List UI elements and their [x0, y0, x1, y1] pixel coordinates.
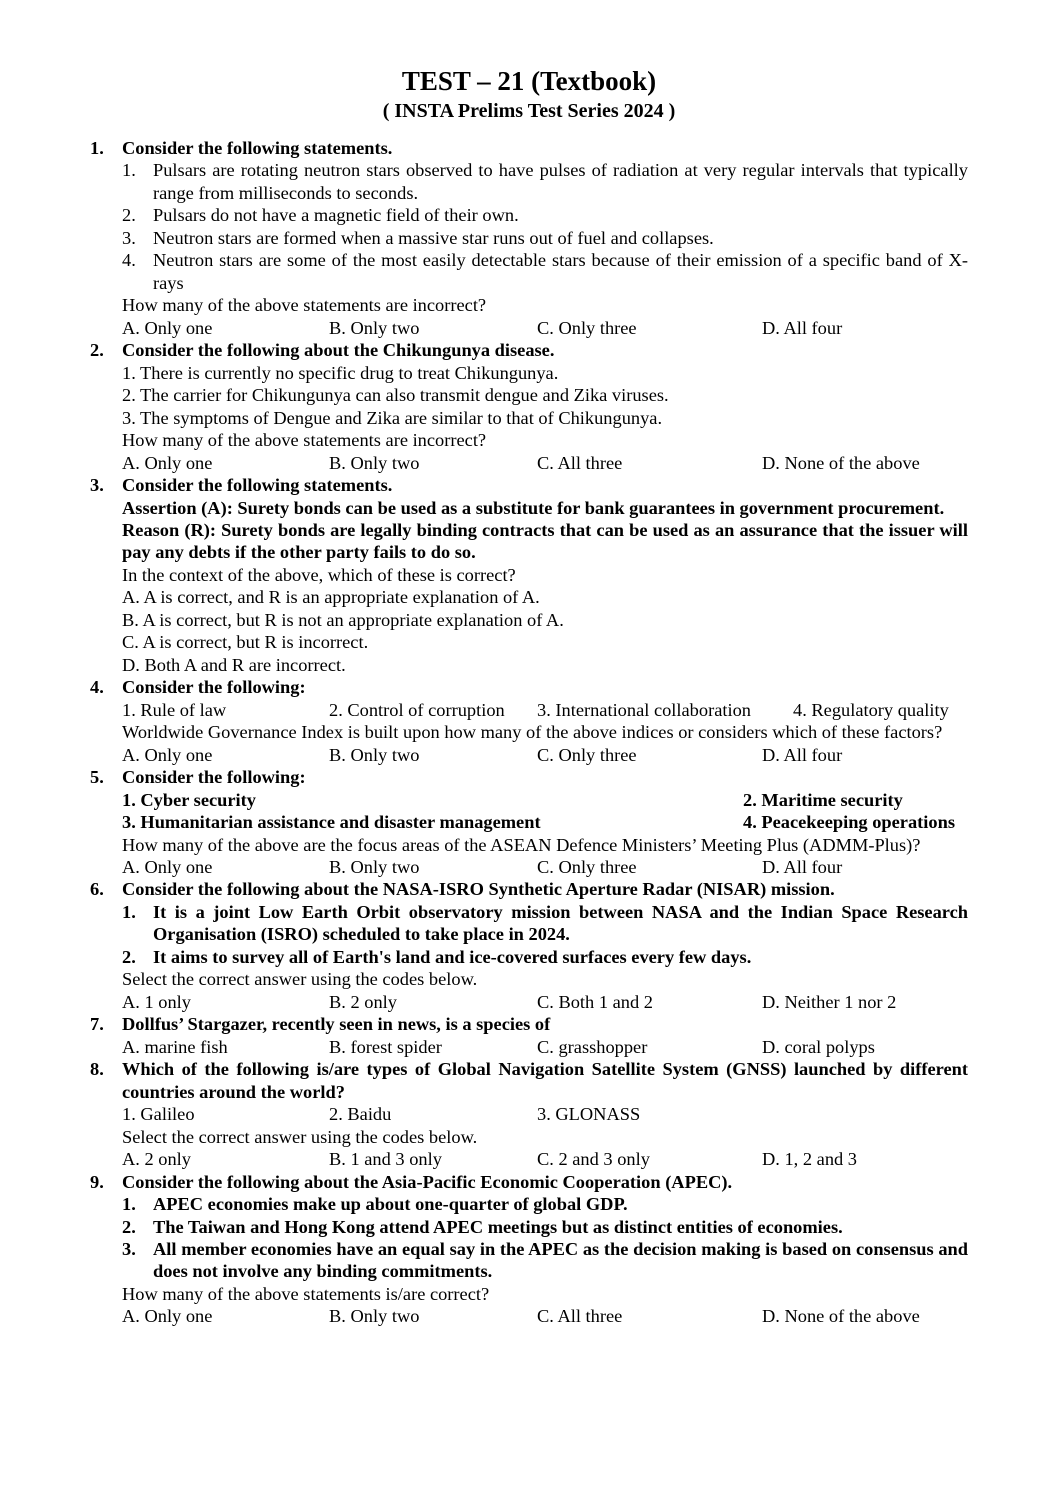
statement-item	[122, 1193, 968, 1215]
question-text: How many of the above statements is/are correct?	[122, 1283, 490, 1304]
answer-options	[122, 991, 968, 1013]
question-text: B. A is correct, but R is not an appropriate explanation of A.	[122, 609, 564, 630]
question-text: In the context of the above, which of these is correct?	[122, 564, 516, 585]
answer-option: D. 1, 2 and 3	[762, 1149, 858, 1170]
row-item: 4. Regulatory quality	[793, 699, 949, 720]
answer-option: D. All four	[762, 857, 843, 877]
statement-text: APEC economies make up about one-quarter of global GDP.	[153, 1194, 628, 1215]
question-stem: Which of the following is/are types of Global Navigation Satellite System (GNSS) launched by different countries around the world?	[122, 1059, 968, 1102]
statement-number: 2.	[122, 946, 136, 967]
answer-option: C. grasshopper	[537, 1036, 648, 1057]
question-text: 1. There is currently no specific drug to treat Chikungunya.	[122, 362, 559, 383]
question-text: Select the correct answer using the codes below.	[122, 969, 478, 990]
question-2	[90, 339, 968, 474]
question-list	[90, 137, 968, 1328]
items-row	[122, 1103, 968, 1125]
row-item: 2. Maritime security	[743, 789, 903, 810]
items-row	[122, 789, 968, 811]
question-number: 7.	[90, 1014, 104, 1035]
answer-option: B. 1 and 3 only	[329, 1149, 442, 1170]
question-text: D. Both A and R are incorrect.	[122, 654, 346, 675]
row-item: 4. Peacekeeping operations	[743, 812, 955, 833]
answer-option: B. Only two	[329, 744, 420, 765]
row-item: 1. Rule of law	[122, 699, 227, 720]
answer-option: D. All four	[762, 317, 843, 338]
page-title: TEST – 21 (Textbook)	[401, 66, 657, 96]
answer-option: D. None of the above	[762, 1306, 920, 1327]
question-stem: Consider the following:	[122, 677, 306, 698]
statement-item	[122, 227, 968, 249]
answer-option: B. Only two	[329, 1306, 420, 1327]
question-stem: Dollfus’ Stargazer, recently seen in news, is a species of	[122, 1014, 551, 1035]
question-8	[90, 1058, 968, 1170]
statement-number: 1.	[122, 1194, 136, 1215]
answer-options	[122, 1036, 968, 1058]
answer-option: C. Only three	[537, 857, 637, 877]
answer-options	[122, 452, 968, 474]
question-text: A. A is correct, and R is an appropriate explanation of A.	[122, 587, 540, 608]
row-item: 1. Cyber security	[122, 789, 256, 810]
answer-option: A. Only one	[122, 317, 213, 338]
row-item: 2. Control of corruption	[329, 699, 505, 720]
answer-option: C. Both 1 and 2	[537, 991, 653, 1012]
question-7	[90, 1013, 968, 1058]
answer-options	[122, 744, 968, 766]
question-text: How many of the above statements are incorrect?	[122, 295, 487, 316]
question-6	[90, 878, 968, 1013]
question-text: 3. The symptoms of Dengue and Zika are similar to that of Chikungunya.	[122, 407, 663, 428]
question-number: 1.	[90, 138, 104, 158]
answer-option: A. Only one	[122, 452, 213, 473]
question-number: 9.	[90, 1171, 104, 1192]
question-text: Reason (R): Surety bonds are legally binding contracts that can be used as an assurance that the issuer will pay any debts if the other party fails to do so.	[122, 519, 968, 563]
answer-option: A. Only one	[122, 744, 213, 765]
question-stem: Consider the following about the Asia-Pacific Economic Cooperation (APEC).	[122, 1171, 733, 1192]
answer-option: D. None of the above	[762, 452, 920, 473]
question-1	[90, 137, 968, 339]
question-text: Select the correct answer using the codes below.	[122, 1126, 478, 1147]
answer-option: C. Only three	[537, 317, 637, 338]
statement-number: 2.	[122, 205, 136, 226]
question-stem: Consider the following statements.	[122, 475, 393, 496]
items-row	[122, 699, 968, 721]
statement-text: All member economies have an equal say in the APEC as the decision making is based on consensus and does not involve any binding commitments.	[153, 1238, 968, 1282]
answer-option: C. 2 and 3 only	[537, 1149, 650, 1170]
statement-item	[122, 901, 968, 946]
question-number: 4.	[90, 677, 104, 698]
question-text: 2. The carrier for Chikungunya can also transmit dengue and Zika viruses.	[122, 385, 669, 406]
question-stem: Consider the following statements.	[122, 138, 393, 158]
answer-option: A. 2 only	[122, 1149, 191, 1170]
answer-options	[122, 317, 968, 339]
question-stem: Consider the following about the NASA-ISRO Synthetic Aperture Radar (NISAR) mission.	[122, 879, 835, 900]
question-4	[90, 676, 968, 766]
statement-number: 4.	[122, 250, 136, 271]
answer-option: C. All three	[537, 1306, 623, 1327]
question-number: 3.	[90, 475, 104, 496]
answer-option: D. All four	[762, 744, 843, 765]
statement-text: The Taiwan and Hong Kong attend APEC meetings but as distinct entities of economies.	[153, 1216, 843, 1237]
question-text: Worldwide Governance Index is built upon how many of the above indices or considers which of these factors?	[122, 722, 943, 743]
answer-option: A. 1 only	[122, 991, 191, 1012]
question-stem: Consider the following:	[122, 767, 306, 788]
answer-option: D. Neither 1 nor 2	[762, 991, 897, 1012]
statement-text: Neutron stars are some of the most easily detectable stars because of their emission of a specific band of X-rays	[153, 250, 968, 293]
question-number: 8.	[90, 1059, 104, 1080]
question-text: C. A is correct, but R is incorrect.	[122, 632, 369, 653]
answer-option: A. marine fish	[122, 1036, 228, 1057]
statement-text: Neutron stars are formed when a massive star runs out of fuel and collapses.	[153, 227, 714, 248]
statement-number: 2.	[122, 1216, 136, 1237]
answer-option: A. Only one	[122, 1306, 213, 1327]
question-number: 5.	[90, 767, 104, 788]
question-5	[90, 766, 968, 878]
question-stem: Consider the following about the Chikungunya disease.	[122, 340, 555, 361]
statement-item	[122, 159, 968, 204]
answer-option: B. Only two	[329, 857, 420, 877]
row-item: 3. International collaboration	[537, 699, 751, 720]
answer-options	[122, 856, 968, 878]
items-row	[122, 811, 968, 833]
statement-text: Pulsars are rotating neutron stars observed to have pulses of radiation at very regular intervals that typically range from milliseconds to seconds.	[153, 160, 968, 203]
answer-option: A. Only one	[122, 857, 213, 877]
row-item: 3. Humanitarian assistance and disaster management	[122, 812, 541, 833]
answer-options	[122, 1305, 968, 1327]
statement-number: 3.	[122, 227, 136, 248]
statement-text: Pulsars do not have a magnetic field of their own.	[153, 205, 519, 226]
answer-option: B. 2 only	[329, 991, 397, 1012]
row-item: 1. Galileo	[122, 1104, 195, 1125]
question-text: Assertion (A): Surety bonds can be used as a substitute for bank guarantees in government procurement.	[122, 497, 945, 518]
row-item: 3. GLONASS	[537, 1104, 641, 1125]
statement-text: It is a joint Low Earth Orbit observatory mission between NASA and the Indian Space Research Organisation (ISRO) scheduled to take place in 2024.	[153, 901, 968, 945]
row-item: 2. Baidu	[329, 1104, 392, 1125]
statement-number: 1.	[122, 160, 136, 181]
question-number: 6.	[90, 879, 104, 900]
answer-option: D. coral polyps	[762, 1036, 875, 1057]
answer-option: B. forest spider	[329, 1036, 442, 1057]
statement-item	[122, 1238, 968, 1283]
answer-option: B. Only two	[329, 452, 420, 473]
statement-item	[122, 946, 968, 968]
answer-options	[122, 1148, 968, 1170]
statement-number: 3.	[122, 1238, 136, 1259]
statement-item	[122, 204, 968, 226]
answer-option: C. All three	[537, 452, 623, 473]
statement-number: 1.	[122, 901, 136, 922]
question-text: How many of the above statements are incorrect?	[122, 430, 487, 451]
answer-option: B. Only two	[329, 317, 420, 338]
question-9	[90, 1171, 968, 1328]
statement-item	[122, 249, 968, 294]
question-3	[90, 474, 968, 676]
statement-text: It aims to survey all of Earth's land and ice-covered surfaces every few days.	[153, 946, 752, 967]
question-number: 2.	[90, 340, 104, 361]
answer-option: C. Only three	[537, 744, 637, 765]
question-text: How many of the above are the focus areas of the ASEAN Defence Ministers’ Meeting Plus (ADMM-Plus)?	[122, 834, 921, 855]
statement-item	[122, 1216, 968, 1238]
page-subtitle: ( INSTA Prelims Test Series 2024 )	[382, 100, 676, 122]
